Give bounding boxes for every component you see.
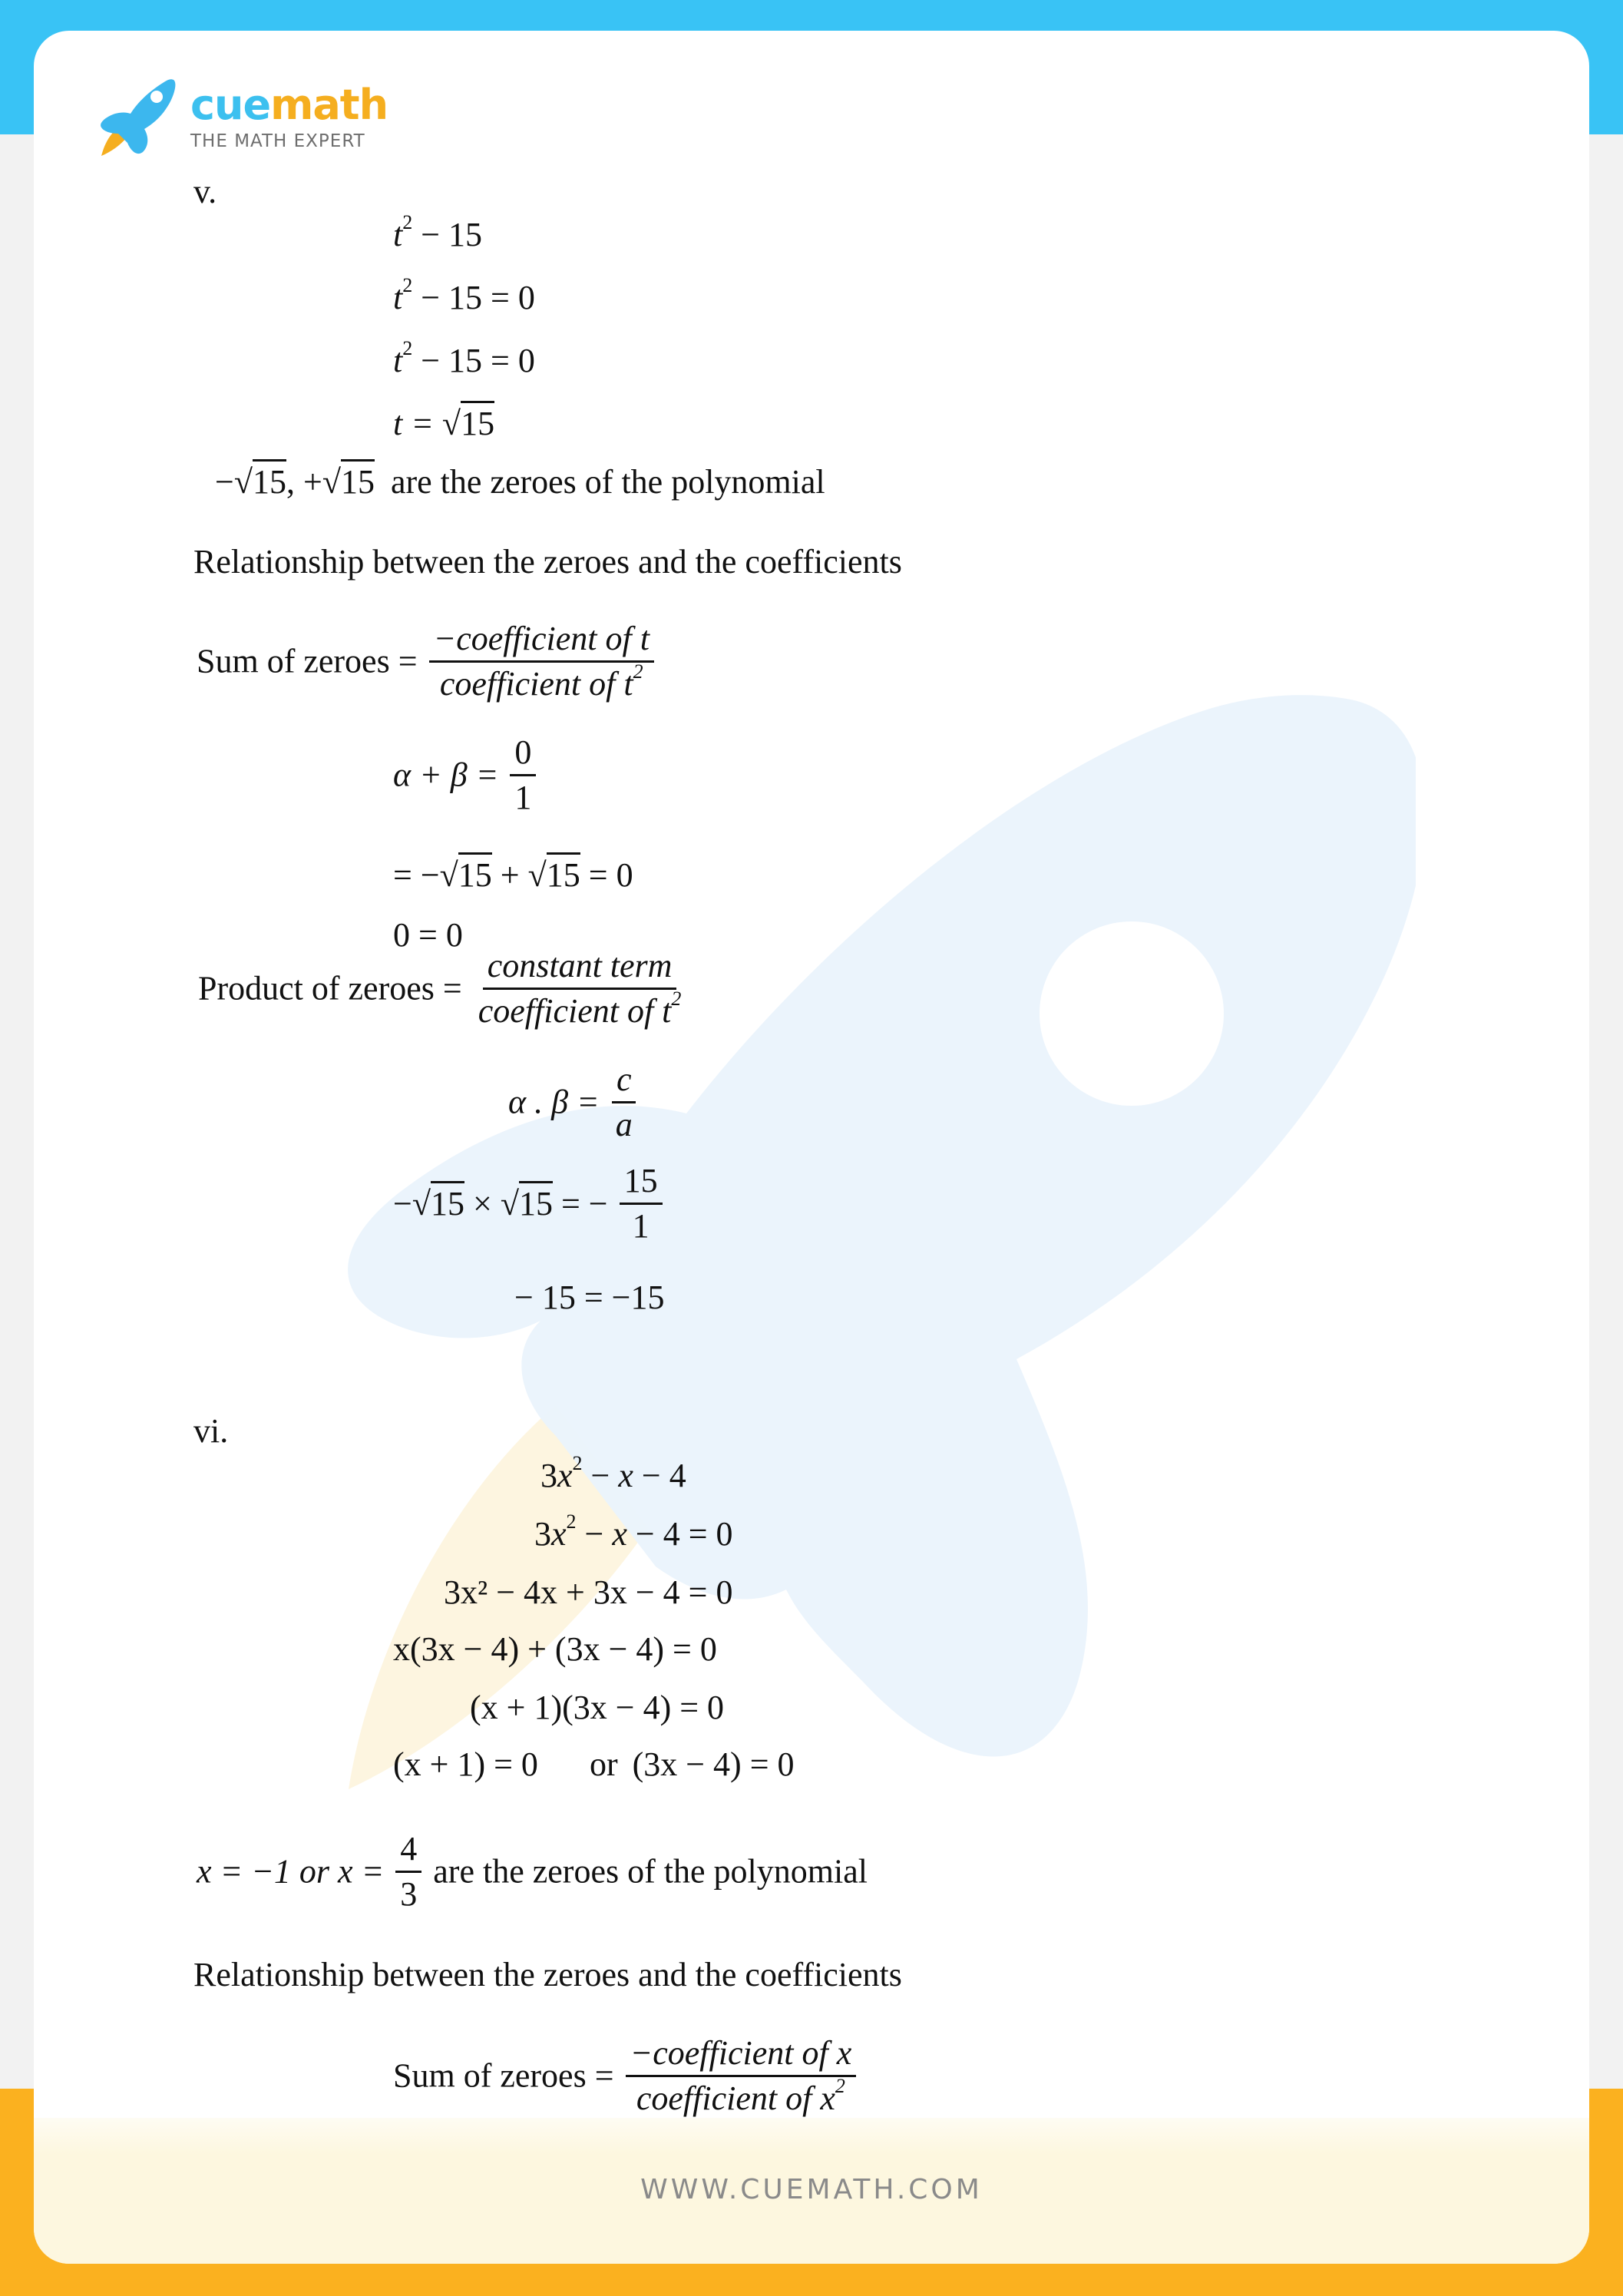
equation-line: 3x² − 4x + 3x − 4 = 0 — [444, 1573, 733, 1611]
product-of-zeroes-formula: Product of zeroes = $\frac{\text{constant term}}{coefficient of t^2}$ — [198, 947, 682, 1030]
brand-tagline: THE MATH EXPERT — [190, 131, 365, 151]
product-result: − 15 = −15 — [514, 1279, 665, 1316]
relationship-heading: Relationship between the zeroes and the coefficients — [193, 1956, 902, 1993]
sum-result: 0 = 0 — [393, 916, 463, 954]
equation-line: (x + 1) = 0 or (3x − 4) = 0 — [393, 1745, 795, 1783]
equation-line: $t^2 - 15 = 0$ — [393, 274, 535, 316]
footer-url: WWW.CUEMATH.COM — [640, 2174, 983, 2205]
brand-name: cuemath — [190, 81, 388, 129]
sum-check: = −√15 + √15 = 0 — [393, 859, 633, 892]
alpha-plus-beta: α + β = $\frac{0}{1}$ — [393, 736, 539, 815]
sum-of-zeroes-formula: Sum of zeroes = $\frac{\text{−coefficient of x}}{coefficient of x^2}$ — [393, 2036, 859, 2116]
page-card — [34, 31, 1589, 2264]
solution-content — [34, 31, 1589, 2264]
zeroes-statement: −√15, +√15 are the zeroes of the polynomial — [215, 465, 825, 499]
equation-line: t = √15 — [393, 407, 494, 441]
zeroes-statement: x = −1 or x = $\frac{4}{3}$ are the zeroes of the polynomial — [197, 1830, 868, 1913]
equation-line: $3x^2 - x - 4$ — [540, 1452, 686, 1494]
product-check: −√15 × √15 = − $\frac{15}{1}$ — [393, 1164, 666, 1243]
section-v-label: v. — [193, 173, 217, 210]
section-vi-label: vi. — [193, 1412, 229, 1450]
sum-of-zeroes-formula: Sum of zeroes = $\frac{\text{−coefficient of t}}{coefficient of t^2}$ — [197, 622, 657, 701]
equation-line: (x + 1)(3x − 4) = 0 — [470, 1689, 725, 1726]
equation-line: $t^2 - 15$ — [393, 211, 483, 253]
relationship-heading: Relationship between the zeroes and the coefficients — [193, 543, 902, 581]
equation-line: $t^2 - 15 = 0$ — [393, 337, 535, 379]
alpha-dot-beta: α . β = $\frac{c}{a}$ — [508, 1063, 640, 1142]
equation-line: x(3x − 4) + (3x − 4) = 0 — [393, 1630, 717, 1668]
equation-line: $3x^2 - x - 4 = 0$ — [534, 1510, 733, 1553]
